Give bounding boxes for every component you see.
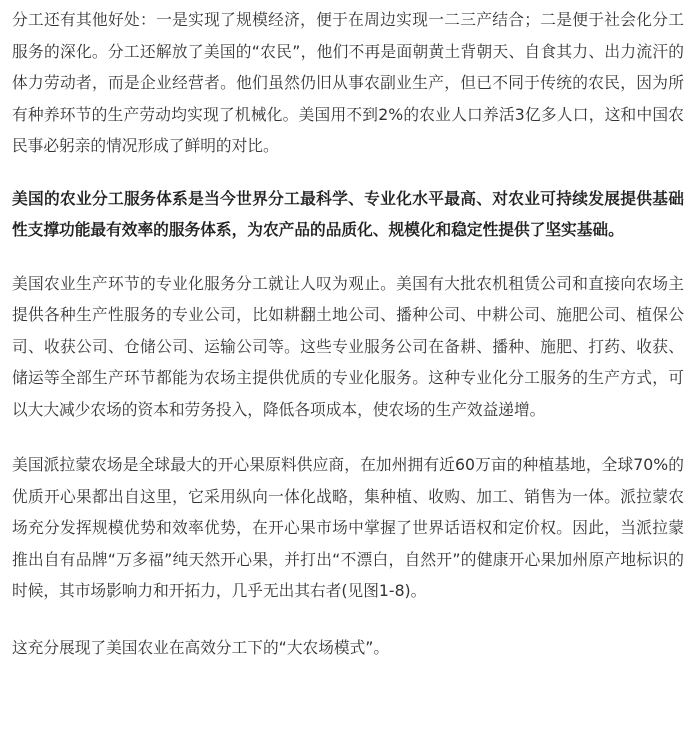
paragraph-service-system-bold: 美国的农业分工服务体系是当今世界分工最科学、专业化水平最高、对农业可持续发展提供基础性支撑功能最有效率的服务体系，为农产品的品质化、规模化和稳定性提供了坚实基础。: [12, 188, 684, 239]
paragraph-specialized-services: 美国农业生产环节的专业化服务分工就让人叹为观止。美国有大批农机租赁公司和直接向农场主提供各种生产性服务的专业公司，比如耕翻土地公司、播种公司、中耕公司、施肥公司、植保公司、收获公司、仓储公司、运输公司等。这些专业服务公司在备耕、播种、施肥、打药、收获、储运等全部生产环节都能为农场主提供优质的专业化服务。这种专业化分工服务的生产方式，可以大大减少农场的资本和劳务投入，降低各项成本，使农场的生产效益递增。: [12, 273, 684, 419]
paragraph-paramount-farms: 美国派拉蒙农场是全球最大的开心果原料供应商，在加州拥有近60万亩的种植基地，全球70%的优质开心果都出自这里，它采用纵向一体化战略，集种植、收购、加工、销售为一体。派拉蒙农场充分发挥规模优势和效率优势，在开心果市场中掌握了世界话语权和定价权。因此，当派拉蒙推出自有品牌“万多福”纯天然开心果，并打出“不漂白，自然开”的健康开心果加州原产地标识的时候，其市场影响力和开拓力，几乎无出其右者(见图1-8)。: [12, 455, 684, 600]
paragraph-conclusion: 这充分展现了美国农业在高效分工下的“大农场模式”。: [12, 637, 390, 657]
article-body: [12, 0, 684, 663]
paragraph-division-benefits: 分工还有其他好处：一是实现了规模经济，便于在周边实现一二三产结合；二是便于社会化分工服务的深化。分工还解放了美国的“农民”，他们不再是面朝黄土背朝天、自食其力、出力流汗的体力劳动者，而是企业经营者。他们虽然仍旧从事农副业生产，但已不同于传统的农民，因为所有种养环节的生产劳动均实现了机械化。美国用不到2%的农业人口养活3亿多人口，这和中国农民事必躬亲的情况形成了鲜明的对比。: [12, 10, 684, 155]
